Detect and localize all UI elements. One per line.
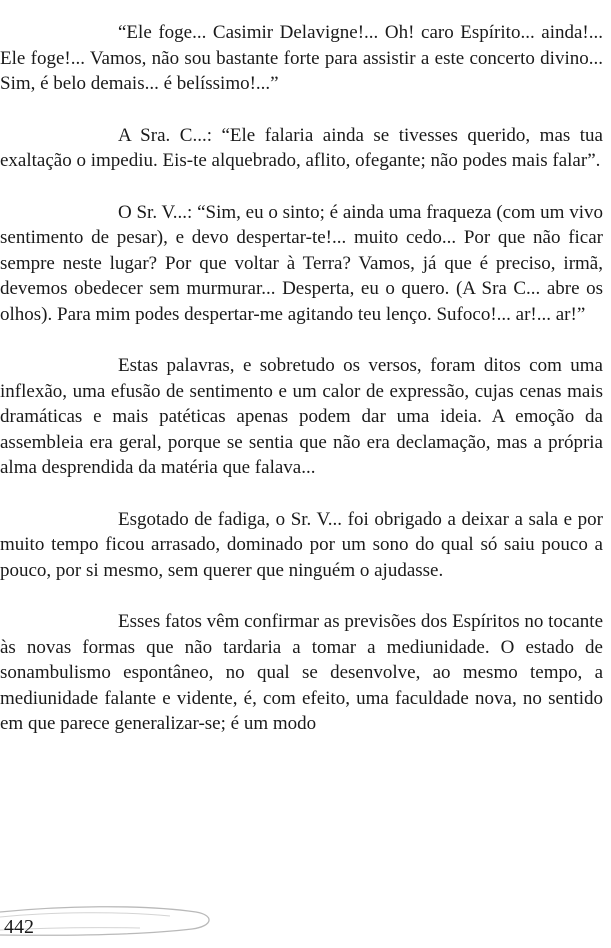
document-page <box>0 20 603 763</box>
paragraph-3: O Sr. V...: “Sim, eu o sinto; é ainda uma fraqueza (com um vivo sentimento de pesar), e devo despertar-te!... muito cedo... Por que não ficar sempre neste lugar? Por que voltar à Terra? Vamos, já que é preciso, irmã, devemos obedecer sem murmurar... Desperta, eu o quero. (A Sra C... abre os olhos). Para mim podes despertar-me agitando teu lenço. Sufoco!... ar!... ar!” <box>0 201 603 325</box>
paragraph-5: Esgotado de fadiga, o Sr. V... foi obrigado a deixar a sala e por muito tempo ficou arrasado, dominado por um sono do qual só saiu pouco a pouco, por si mesmo, sem querer que ninguém o ajudasse. <box>0 508 603 581</box>
page-footer <box>0 890 611 948</box>
swoosh-ornament-icon <box>0 890 230 948</box>
paragraph-2: A Sra. C...: “Ele falaria ainda se tivesses querido, mas tua exaltação o impediu. Eis-te alquebrado, aflito, ofegante; não podes mais falar”. <box>0 124 603 171</box>
page-number: 442 <box>4 916 34 938</box>
paragraph-6: Esses fatos vêm confirmar as previsões dos Espíritos no tocante às novas formas que não tardaria a tomar a mediunidade. O estado de sonambulismo espontâneo, no qual se desenvolve, ao mesmo tempo, a mediunidade falante e vidente, é, com efeito, uma faculdade nova, no sentido em que parece generalizar-se; é um modo <box>0 611 603 734</box>
paragraph-4: Estas palavras, e sobretudo os versos, foram ditos com uma inflexão, uma efusão de sentimento e um calor de expressão, cujas cenas mais dramáticas e mais patéticas apenas podem dar uma ideia. A emoção da assembleia era geral, porque se sentia que não era declamação, mas a própria alma desprendida da matéria que falava... <box>0 355 603 478</box>
paragraph-1: “Ele foge... Casimir Delavigne!... Oh! caro Espírito... ainda!... Ele foge!... Vamos, não sou bastante forte para assistir a este concerto divino... Sim, é belo demais... é belíssimo!...” <box>0 22 603 94</box>
